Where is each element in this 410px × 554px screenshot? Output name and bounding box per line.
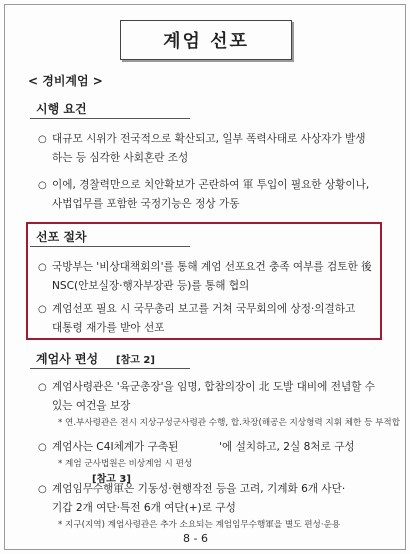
requirements-underline <box>30 118 190 119</box>
requirements-item-2-line1: 이에, 경찰력만으로 치안확보가 곤란하여 軍 투입이 필요한 상황이나, <box>52 179 370 191</box>
bullet: ○ <box>38 262 47 273</box>
requirements-item-2-line2: 사법업무를 포함한 국정기능은 정상 가동 <box>52 198 240 210</box>
requirements-heading: 시행 요건 <box>36 102 87 116</box>
formation-reference: [참고 2] <box>116 355 155 366</box>
bullet: ○ <box>38 134 47 145</box>
formation-item-1-line1: 계엄사령관은 '육군총장'을 임명, 합참의장이 北 도발 대비에 전념할 수 <box>52 381 376 393</box>
formation-item-3-line2: 기갑 2개 여단·특전 6개 여단(+)로 구성 <box>52 502 236 514</box>
procedure-item-2-line2: 대통령 재가를 받아 선포 <box>52 322 165 334</box>
procedure-item-1 <box>38 258 378 296</box>
bullet: ○ <box>38 382 47 393</box>
requirements-item-2 <box>38 176 392 214</box>
formation-item-3-reference: [참고 3] <box>92 474 131 485</box>
procedure-item-2-line1: 계엄선포 필요 시 국무총리 보고를 거쳐 국무회의에 상정·의결하고 <box>52 303 356 315</box>
formation-item-2-note: * 계엄 군사법원은 비상계엄 시 편성 <box>58 459 193 469</box>
bullet: ○ <box>38 484 47 495</box>
page-number: 8 - 6 <box>183 532 208 545</box>
formation-item-3-line1: 계엄임무수행軍은 기동성·현행작전 등을 고려, 기계화 6개 사단· <box>52 483 346 495</box>
page-title: 계엄 선포 <box>120 20 292 60</box>
formation-item-3 <box>38 480 392 518</box>
procedure-item-1-line2: NSC(안보실장·행자부장관 등)를 통해 협의 <box>52 280 250 292</box>
requirements-item-1-line2: 하는 등 심각한 사회혼란 조성 <box>52 152 189 164</box>
procedure-underline <box>30 246 190 247</box>
procedure-item-2 <box>38 300 378 338</box>
formation-item-1-note: * 연.부사령관은 전시 지상구성군사령관 수행, 합.차장(해공은 지상형력 지휘 체한 등 부적합 <box>58 418 401 428</box>
formation-item-2-line1b: '에 설치하고, 2실 8처로 구성 <box>219 441 355 453</box>
requirements-item-1-line1: 대규모 시위가 전국적으로 확산되고, 일부 폭력사태로 사상자가 발생 <box>52 133 366 145</box>
formation-item-2-line1: 계엄사는 C4I체계가 구축된 <box>52 441 179 453</box>
formation-underline <box>30 368 190 369</box>
procedure-item-1-line1: 국방부는 '비상대책회의'를 통해 계엄 선포요건 충족 여부를 검토한 後 <box>52 261 372 273</box>
formation-item-1 <box>38 378 392 416</box>
procedure-heading: 선포 절차 <box>36 230 87 244</box>
bullet: ○ <box>38 442 47 453</box>
bullet: ○ <box>38 304 47 315</box>
formation-item-3-note: * 지구(지역) 계엄사령관은 추가 소요되는 계엄임무수행軍을 별도 편성·운용 <box>58 520 341 530</box>
requirements-item-1 <box>38 130 392 168</box>
bullet: ○ <box>38 180 47 191</box>
subtitle: < 경비계엄 > <box>28 74 103 88</box>
formation-item-1-line2: 있는 여건을 보장 <box>52 400 131 412</box>
formation-heading: 계엄사 편성 <box>36 352 99 366</box>
